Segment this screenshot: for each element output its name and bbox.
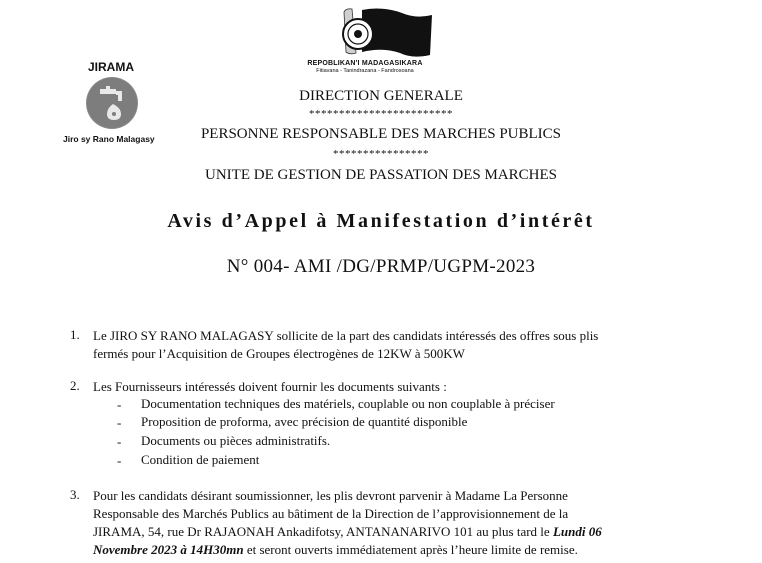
bullet-item: Documents ou pièces administratifs. [141, 433, 331, 448]
document-reference: N° 004- AMI /DG/PRMP/UGPM-2023 [226, 256, 536, 277]
item-1-line-1: Le JIRO SY RANO MALAGASY sollicite de la part des candidats intéressés des offres sous plis [93, 328, 599, 343]
item-3-line-3-text: JIRAMA, 54, rue Dr RAJAONAH Ankadifotsy, ANTANANARIVO 101 au plus tard le [93, 524, 553, 539]
republic-motto: Fitiavana - Tanindrazana - Fandrosoana [316, 68, 414, 74]
separator-stars-1: ************************ [309, 108, 453, 120]
deadline-day: Lundi 06 [552, 524, 602, 539]
item-3-line-4 [93, 541, 693, 559]
prmp-heading: PERSONNE RESPONSABLE DES MARCHES PUBLICS [200, 126, 562, 142]
item-2-intro: Les Fournisseurs intéressés doivent fournir les documents suivants : [93, 379, 447, 394]
bullet-dash: - [117, 397, 122, 412]
item-3-text [93, 487, 693, 559]
item-1-line-2: fermés pour l’Acquisition de Groupes électrogènes de 12KW à 500KW [93, 346, 465, 361]
item-number: 2. [70, 378, 80, 393]
item-1-text [93, 327, 693, 363]
bullet-dash: - [117, 434, 122, 449]
item-number: 3. [70, 487, 80, 502]
deadline-date-time: Novembre 2023 à 14H30mn [93, 542, 244, 557]
republic-name: REPOBLIKAN'I MADAGASIKARA [307, 60, 423, 67]
direction-heading: DIRECTION GENERALE [299, 88, 463, 104]
document-title: Avis d’Appel à Manifestation d’intérêt [167, 210, 595, 232]
item-3-line-4-text: et seront ouverts immédiatement après l’heure limite de remise. [243, 542, 578, 557]
ugpm-heading: UNITE DE GESTION DE PASSATION DES MARCHES [205, 167, 557, 183]
bullet-dash: - [117, 453, 122, 468]
bullet-dash: - [117, 415, 122, 430]
republic-seal [330, 6, 440, 60]
bullet-item: Proposition de proforma, avec précision de quantité disponible [141, 414, 468, 429]
separator-stars-2: **************** [333, 148, 429, 160]
bullet-item: Condition de paiement [141, 452, 260, 467]
item-3-line-1: Pour les candidats désirant soumissionner, les plis devront parvenir à Madame La Personne [93, 488, 568, 503]
jirama-logo-label: JIRAMA [88, 60, 135, 74]
item-3-line-2: Responsable des Marchés Publics au bâtiment de la Direction de l’approvisionnement de la [93, 506, 569, 521]
item-3-line-3 [93, 523, 693, 541]
bullet-item: Documentation techniques des matériels, couplable ou non couplable à préciser [141, 396, 555, 411]
jirama-tagline: Jiro sy Rano Malagasy [63, 134, 155, 144]
item-number: 1. [70, 327, 80, 342]
madagascar-seal-icon [330, 6, 440, 60]
